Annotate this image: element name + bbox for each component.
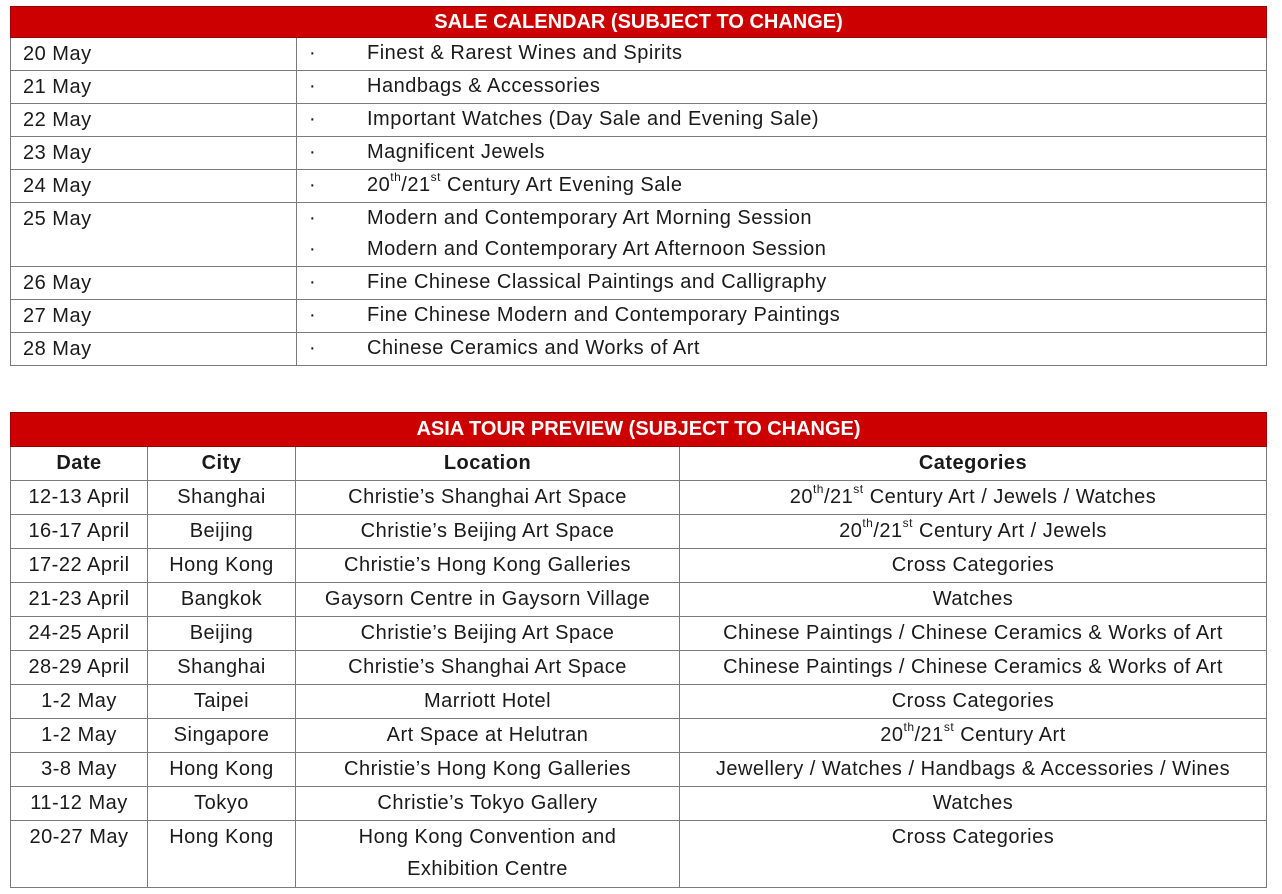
tour-city: Tokyo	[148, 787, 296, 821]
tour-categories: Chinese Paintings / Chinese Ceramics & Works of Art	[680, 651, 1267, 685]
tour-location: Christie’s Hong Kong Galleries	[296, 753, 680, 787]
table-row	[11, 685, 1267, 719]
sale-items	[297, 333, 1267, 366]
sale-items	[297, 71, 1267, 104]
sale-item: Handbags & Accessories	[367, 75, 601, 97]
sale-item: Finest & Rarest Wines and Spirits	[367, 42, 683, 64]
sale-item: 20th/21st Century Art Evening Sale	[367, 170, 683, 196]
tour-categories: Watches	[680, 583, 1267, 617]
bullet-icon: ·	[309, 271, 317, 293]
column-header-city: City	[148, 447, 296, 481]
table-row	[11, 583, 1267, 617]
tour-date: 12-13 April	[11, 481, 148, 515]
sale-items	[297, 104, 1267, 137]
tour-categories: Chinese Paintings / Chinese Ceramics & Works of Art	[680, 617, 1267, 651]
tour-categories: Watches	[680, 787, 1267, 821]
tour-city: Beijing	[148, 617, 296, 651]
bullet-icon: ·	[309, 337, 317, 359]
sale-date: 28 May	[11, 333, 297, 366]
bullet-icon: ·	[309, 174, 317, 196]
table-row	[11, 203, 1267, 267]
table-row	[11, 481, 1267, 515]
tour-city: Hong Kong	[148, 753, 296, 787]
sale-item: Modern and Contemporary Art Afternoon Session	[367, 238, 827, 260]
tour-location: Gaysorn Centre in Gaysorn Village	[296, 583, 680, 617]
tour-city: Hong Kong	[148, 821, 296, 888]
sale-items	[297, 38, 1267, 71]
table-row	[11, 549, 1267, 583]
sale-calendar-table	[10, 6, 1267, 366]
table-row	[11, 71, 1267, 104]
bullet-icon: ·	[309, 42, 317, 64]
column-header-location: Location	[296, 447, 680, 481]
sale-date: 24 May	[11, 170, 297, 203]
tour-location: Christie’s Shanghai Art Space	[296, 481, 680, 515]
tour-city: Taipei	[148, 685, 296, 719]
tour-categories: 20th/21st Century Art	[680, 719, 1267, 753]
tour-location: Art Space at Helutran	[296, 719, 680, 753]
tour-date: 3-8 May	[11, 753, 148, 787]
tour-location: Christie’s Beijing Art Space	[296, 617, 680, 651]
bullet-icon: ·	[309, 207, 317, 229]
tour-city: Beijing	[148, 515, 296, 549]
tour-location: Christie’s Hong Kong Galleries	[296, 549, 680, 583]
column-header-categories: Categories	[680, 447, 1267, 481]
tour-location: Marriott Hotel	[296, 685, 680, 719]
table-header-row	[11, 447, 1267, 481]
table-row	[11, 333, 1267, 366]
tour-date: 20-27 May	[11, 821, 148, 888]
bullet-icon: ·	[309, 75, 317, 97]
tour-categories: Cross Categories	[680, 821, 1267, 888]
bullet-icon: ·	[309, 141, 317, 163]
sale-items	[297, 137, 1267, 170]
sale-date: 23 May	[11, 137, 297, 170]
table-row	[11, 267, 1267, 300]
sale-items	[297, 300, 1267, 333]
table-row	[11, 787, 1267, 821]
table-row	[11, 617, 1267, 651]
sale-date: 25 May	[11, 203, 297, 267]
sale-items	[297, 267, 1267, 300]
asia-tour-table	[10, 412, 1267, 888]
sale-items	[297, 170, 1267, 203]
tour-date: 17-22 April	[11, 549, 148, 583]
sale-date: 27 May	[11, 300, 297, 333]
tour-date: 11-12 May	[11, 787, 148, 821]
table-row	[11, 104, 1267, 137]
sale-item: Important Watches (Day Sale and Evening Sale)	[367, 108, 819, 130]
tour-date: 1-2 May	[11, 685, 148, 719]
tour-location: Christie’s Tokyo Gallery	[296, 787, 680, 821]
tour-city: Shanghai	[148, 651, 296, 685]
tour-categories: Cross Categories	[680, 685, 1267, 719]
sale-item: Fine Chinese Modern and Contemporary Paintings	[367, 304, 841, 326]
sale-items	[297, 203, 1267, 267]
sale-item: Chinese Ceramics and Works of Art	[367, 337, 700, 359]
sale-date: 22 May	[11, 104, 297, 137]
tour-date: 28-29 April	[11, 651, 148, 685]
tour-city: Bangkok	[148, 583, 296, 617]
tour-date: 16-17 April	[11, 515, 148, 549]
tour-city: Hong Kong	[148, 549, 296, 583]
table-row	[11, 719, 1267, 753]
sale-calendar-title: SALE CALENDAR (SUBJECT TO CHANGE)	[11, 7, 1267, 38]
tour-location: Christie’s Beijing Art Space	[296, 515, 680, 549]
tour-date: 24-25 April	[11, 617, 148, 651]
table-row	[11, 821, 1267, 888]
table-row	[11, 38, 1267, 71]
sale-date: 21 May	[11, 71, 297, 104]
tour-date: 1-2 May	[11, 719, 148, 753]
table-row	[11, 300, 1267, 333]
bullet-icon: ·	[309, 238, 317, 260]
tour-date: 21-23 April	[11, 583, 148, 617]
bullet-icon: ·	[309, 108, 317, 130]
sale-item: Fine Chinese Classical Paintings and Calligraphy	[367, 271, 827, 293]
table-row	[11, 515, 1267, 549]
bullet-icon: ·	[309, 304, 317, 326]
tour-categories: Cross Categories	[680, 549, 1267, 583]
tour-location: Christie’s Shanghai Art Space	[296, 651, 680, 685]
table-row	[11, 170, 1267, 203]
table-row	[11, 137, 1267, 170]
tour-categories: Jewellery / Watches / Handbags & Accessories / Wines	[680, 753, 1267, 787]
column-header-date: Date	[11, 447, 148, 481]
sale-item: Modern and Contemporary Art Morning Session	[367, 207, 813, 229]
table-row	[11, 753, 1267, 787]
tour-categories: 20th/21st Century Art / Jewels	[680, 515, 1267, 549]
tour-categories: 20th/21st Century Art / Jewels / Watches	[680, 481, 1267, 515]
sale-item: Magnificent Jewels	[367, 141, 545, 163]
table-row	[11, 651, 1267, 685]
tour-location: Hong Kong Convention and Exhibition Centre	[296, 821, 680, 888]
sale-date: 26 May	[11, 267, 297, 300]
sale-date: 20 May	[11, 38, 297, 71]
tour-city: Singapore	[148, 719, 296, 753]
asia-tour-title: ASIA TOUR PREVIEW (SUBJECT TO CHANGE)	[11, 413, 1267, 447]
tour-city: Shanghai	[148, 481, 296, 515]
